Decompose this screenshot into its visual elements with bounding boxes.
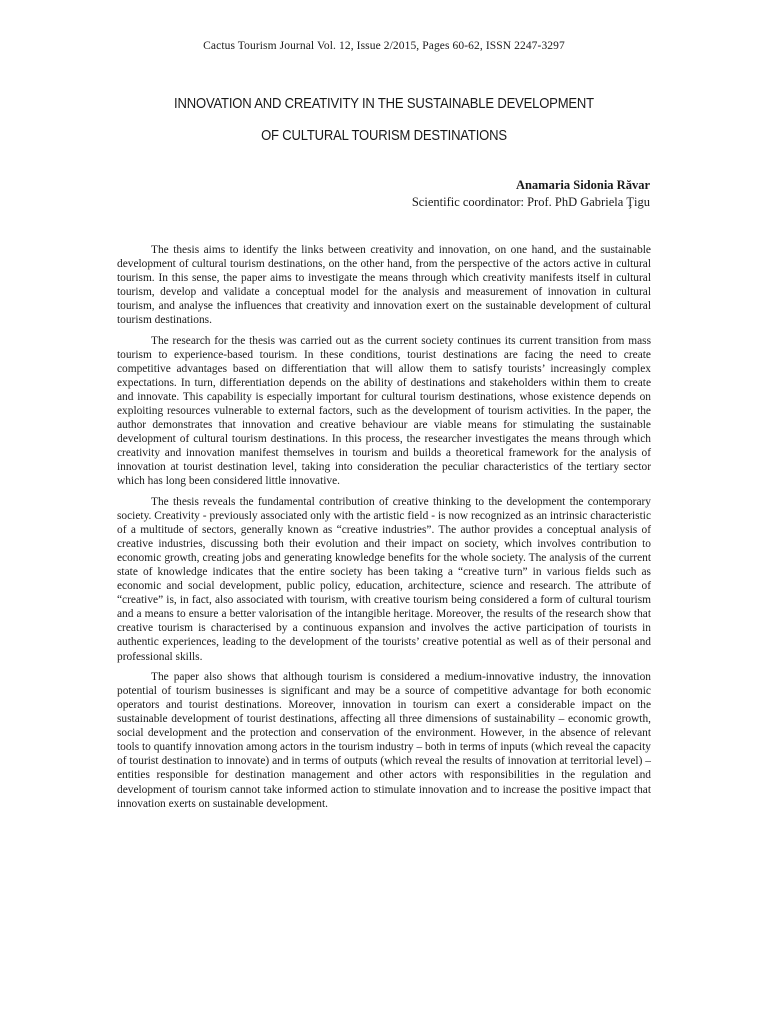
paragraph: The paper also shows that although tourism is considered a medium-innovative industry, the innovation potential of tourism businesses is significant and may be a source of competitive advantage for both economic operators and tourist destinations. Moreover, innovation in tourism can exert a considerable impact on the sustainable development of tourist destinations, affecting all three dimensions of sustainability – economic growth, social development and the protection and conservation of the environment. However, in the absence of relevant tools to quantify innovation among actors in the tourism industry – both in terms of inputs (which reveal the capacity of tourist destination to innovate) and in terms of outputs (which reveal the results of innovation at territorial level) – entities responsible for destination management and other actors with responsibilities in the regulation and development of tourism cannot take informed action to stimulate innovation and to increase the positive impact that innovation exerts on sustainable development. (117, 671, 651, 810)
paragraph: The research for the thesis was carried out as the current society continues its current transition from mass tourism to experience-based tourism. In these conditions, tourist destinations are facing the need to create competitive advantages based on differentiation that will allow them to satisfy tourists’ increasingly complex expectations. In turn, differentiation depends on the ability of destinations and stakeholders within them to create and innovate. This capability is especially important for cultural tourism destinations, whose existence depends on exploiting resources vulnerable to external factors, such as the development of tourism activities. In the paper, the author demonstrates that innovation and creative behaviour are viable means for stimulating the sustainable development of cultural tourism destinations. In this process, the researcher investigates the means through which creativity and innovation manifest themselves in tourism and builds a theoretical framework for the analysis of innovation at tourist destination level, taking into consideration the peculiar characteristics of the tertiary sector which has long been considered little innovative. (117, 334, 651, 488)
title-line-1: INNOVATION AND CREATIVITY IN THE SUSTAINABLE DEVELOPMENT (174, 96, 594, 112)
paragraph: The thesis reveals the fundamental contribution of creative thinking to the development the contemporary society. Creativity - previously associated only with the artistic field - is now recognized as an intrinsic characteristic of a multitude of sectors, generally known as “creative industries”. The author provides a conceptual analysis of creative industries, discussing both their evolution and their impact on society, which involves contribution to economic growth, creating jobs and generating knowledge benefits for the whole society. The analysis of the current state of knowledge indicates that the entire society has been taking a “creative turn” in various fields such as economic and social development, public policy, education, architecture, science and research. The attribute of “creative” is, in fact, also associated with tourism, with creative tourism being considered a form of cultural tourism and a means to ensure a better valorisation of the intangible heritage. Moreover, the results of the research show that creative tourism is characterised by a continuous expansion and involves the active participation of tourists in authentic experiences, leading to the development of the tourists’ creative potential as well as of their personal and professional skills. (117, 495, 651, 663)
running-head: Cactus Tourism Journal Vol. 12, Issue 2/2015, Pages 60-62, ISSN 2247-3297 (203, 40, 565, 52)
title-line-2: OF CULTURAL TOURISM DESTINATIONS (261, 128, 507, 144)
paper-title (38, 88, 729, 152)
abstract-body (117, 243, 651, 817)
author-block (412, 177, 650, 211)
paragraph: The thesis aims to identify the links between creativity and innovation, on one hand, and the sustainable development of cultural tourism destinations, on the other hand, from the perspective of the actors active in cultural tourism. In this sense, the paper aims to investigate the means through which creativity manifests itself in cultural tourism, develop and validate a conceptual model for the analysis and measurement of innovation in cultural tourism, and analyse the influences that creativity and innovation exert on the sustainable development of cultural tourism destinations. (117, 244, 651, 327)
scientific-coordinator: Scientific coordinator: Prof. PhD Gabriela Ţigu (411, 195, 650, 209)
author-name: Anamaria Sidonia Răvar (515, 178, 650, 192)
